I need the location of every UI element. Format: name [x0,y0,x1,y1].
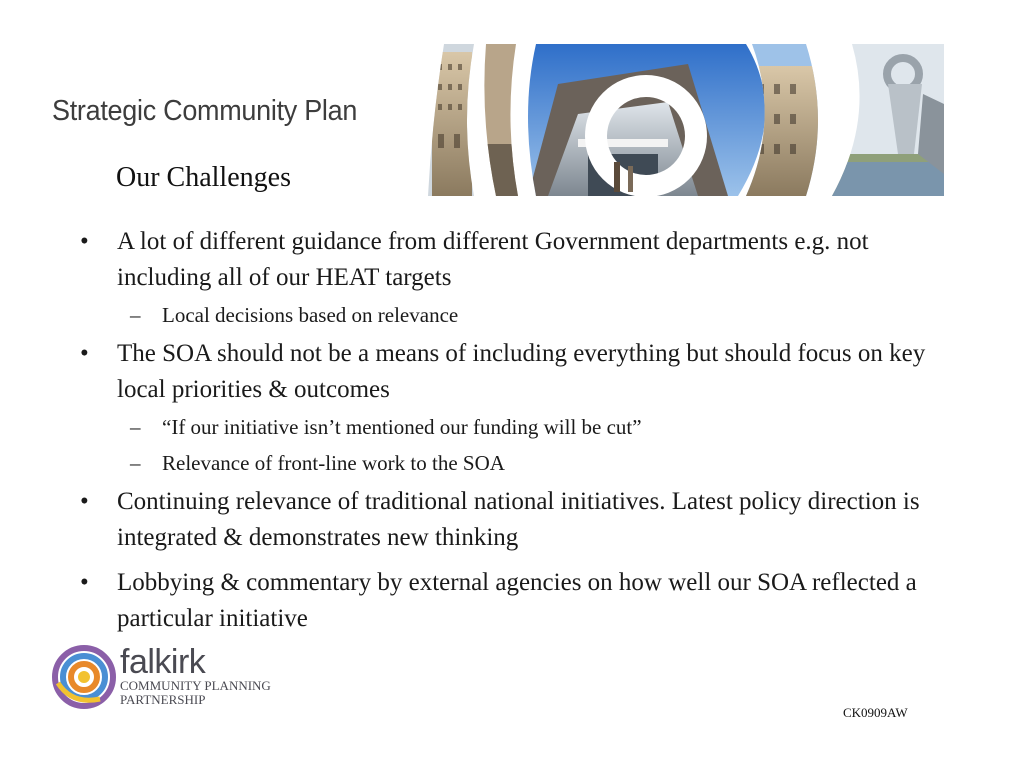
bullet-text: Continuing relevance of traditional national initiatives. Latest policy direction is integrated & demonstrates new thinking [117,488,920,551]
bullet-item [76,336,956,408]
bullet-marker: • [80,340,89,367]
plan-title: Strategic Community Plan [52,95,358,127]
bullet-marker: • [80,569,89,596]
photo-banner-image [428,44,944,196]
sub-bullet-item [76,300,956,330]
bullet-item [76,484,956,556]
bullet-marker: • [80,488,89,515]
bullet-item [76,565,956,637]
logo-subtitle [120,679,271,707]
bullet-text: A lot of different guidance from different Government departments e.g. not including all of our HEAT targets [117,228,869,291]
dash-marker: – [130,415,141,439]
swirl-logo-icon [52,643,116,709]
logo-subtitle-line: COMMUNITY PLANNING [120,678,271,693]
dash-marker: – [130,303,141,327]
bullet-marker: • [80,228,89,255]
sub-bullet-text: “If our initiative isn’t mentioned our funding will be cut” [162,415,642,439]
sub-bullet-text: Relevance of front-line work to the SOA [162,451,505,475]
sub-bullet-item [76,412,956,442]
dash-marker: – [130,451,141,475]
falkirk-logo [52,643,292,713]
logo-subtitle-line: PARTNERSHIP [120,692,206,707]
page-title: Our Challenges [116,162,291,193]
bullet-list [76,224,956,640]
sub-bullet-text: Local decisions based on relevance [162,303,459,327]
bullet-text: Lobbying & commentary by external agencies on how well our SOA reflected a particular initiative [117,569,917,632]
sub-bullet-item [76,448,956,478]
bullet-item [76,224,956,296]
reference-code: CK0909AW [843,705,908,720]
logo-name: falkirk [120,643,206,681]
bullet-text: The SOA should not be a means of including everything but should focus on key local priorities & outcomes [117,340,926,403]
